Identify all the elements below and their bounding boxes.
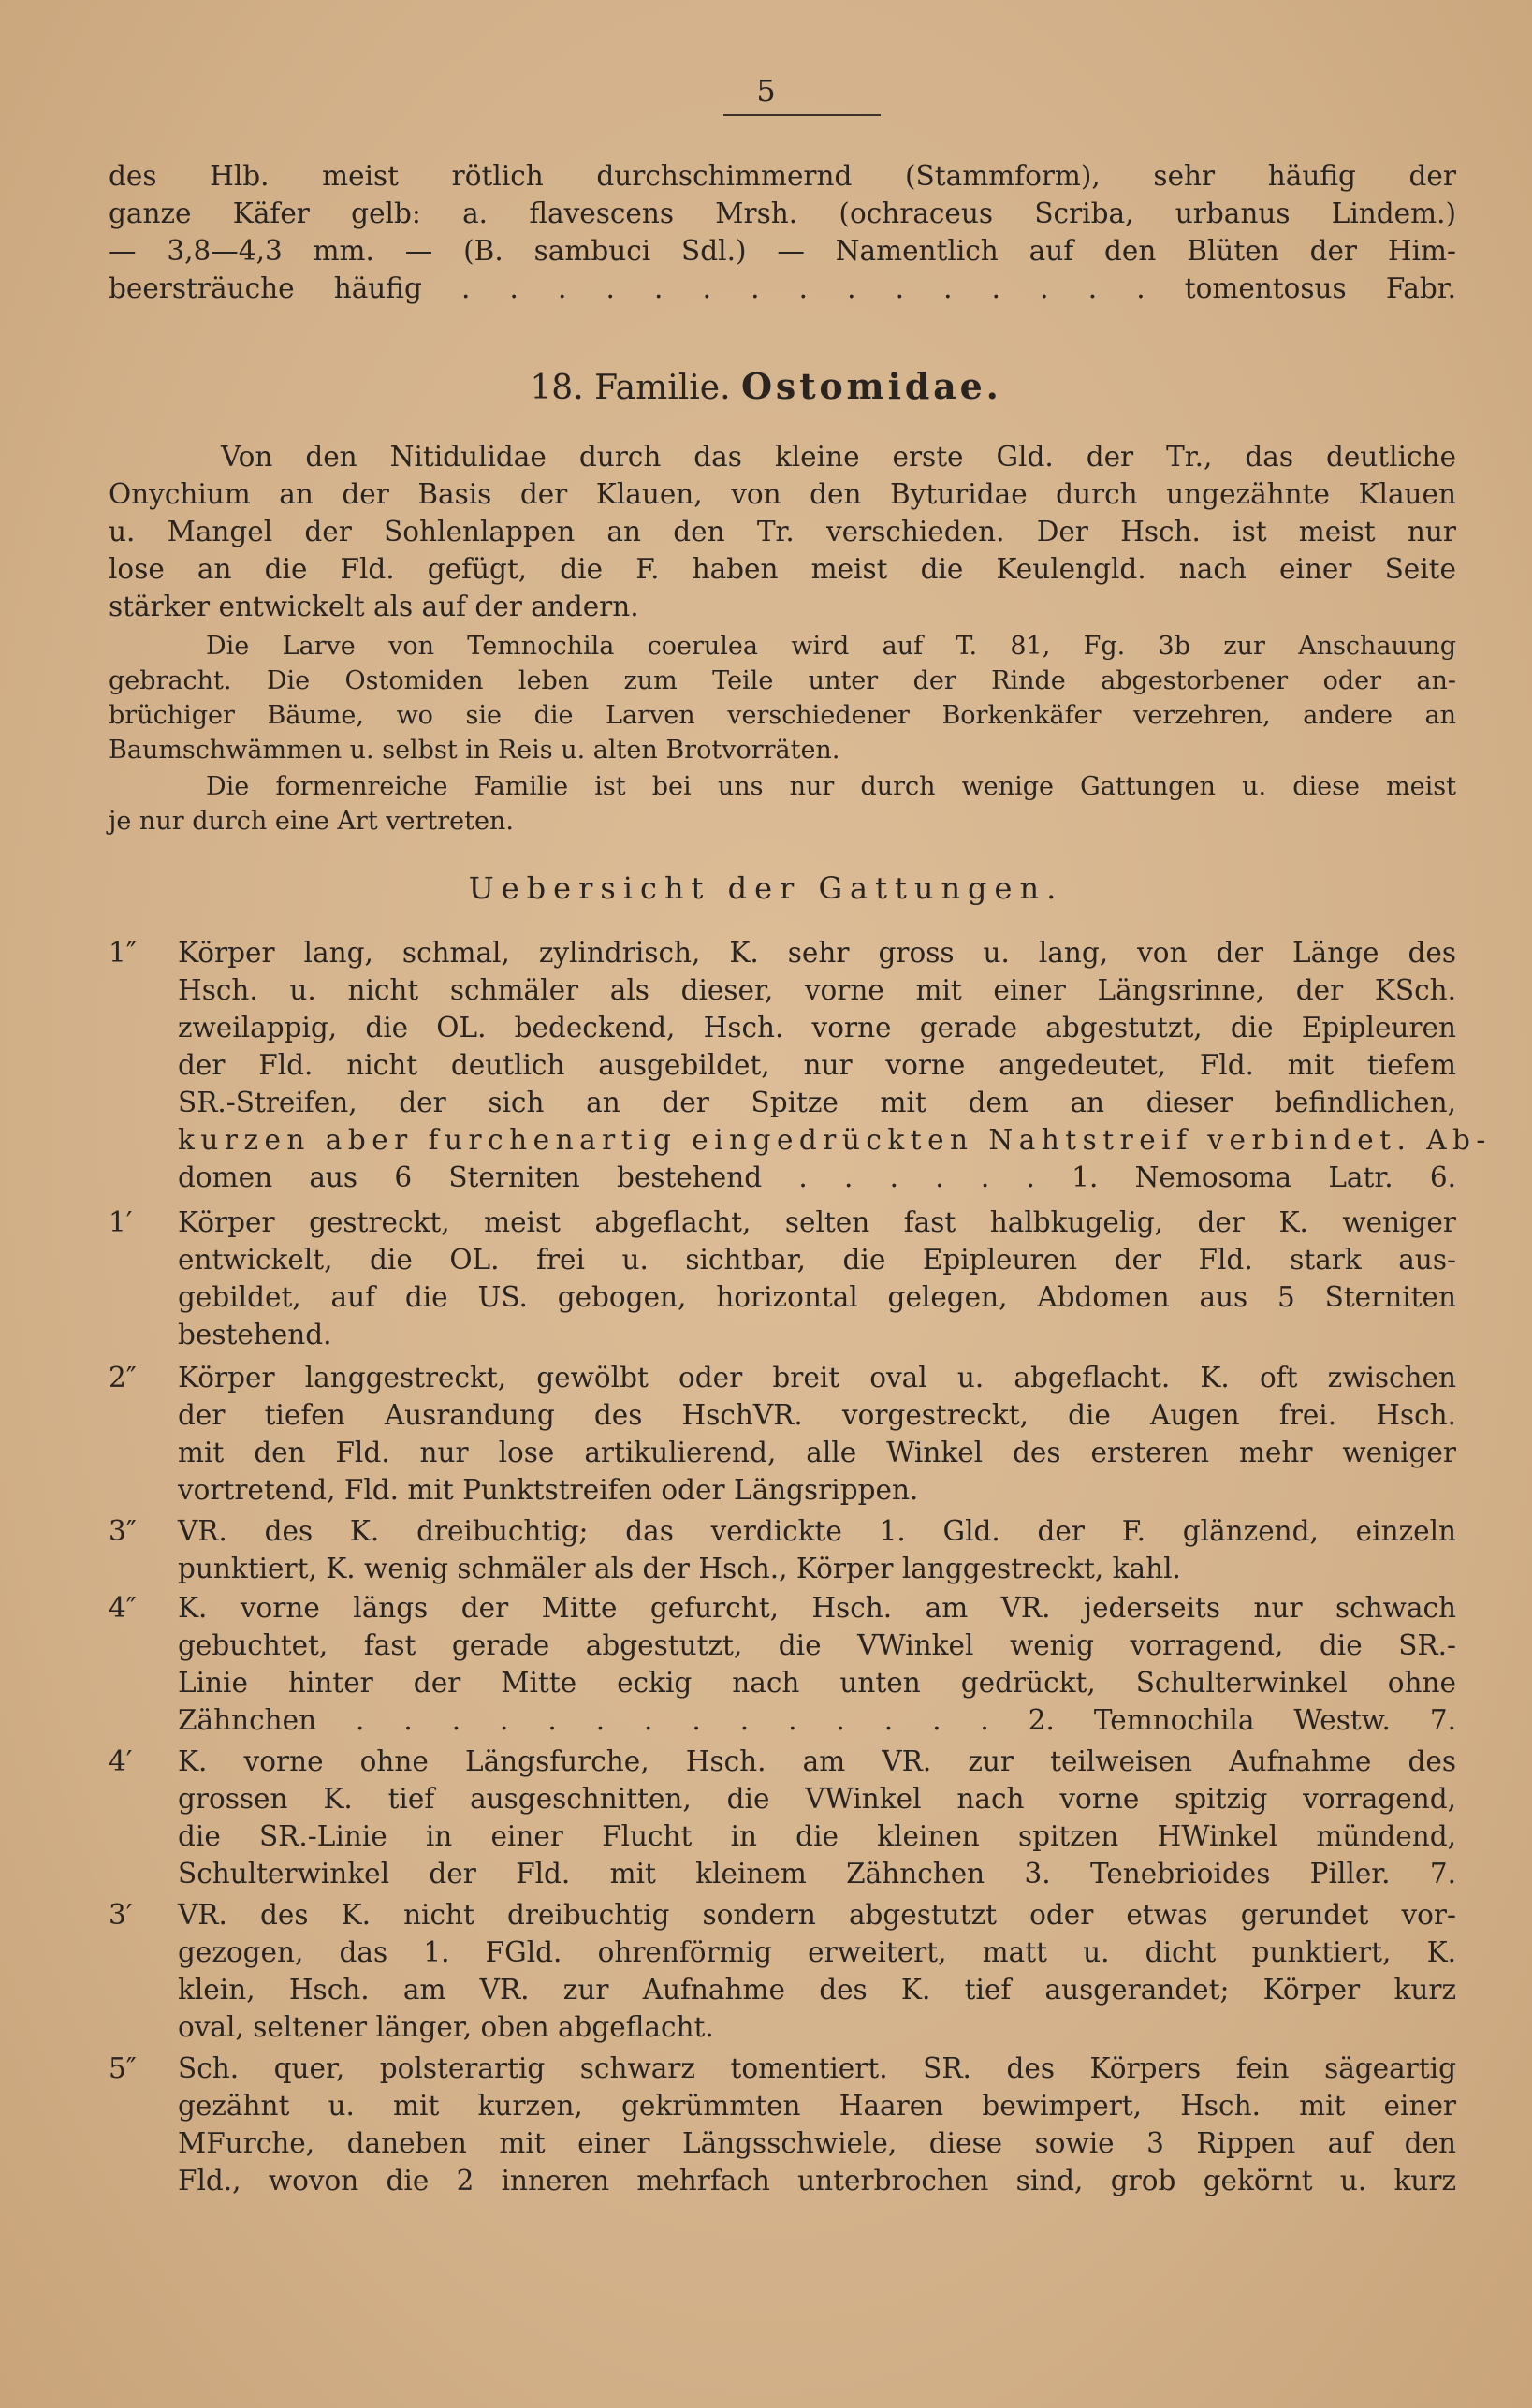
text-line: — 3,8—4,3 mm. — (B. sambuci Sdl.) — Namentlich auf den Blüten der Him- (109, 235, 1456, 267)
family-heading (0, 365, 1532, 407)
text-line: ganze Käfer gelb: a. flavescens Mrsh. (ochraceus Scriba, urbanus Lindem.) (109, 197, 1456, 229)
text-line: grossen K. tief ausgeschnitten, die VWinkel nach vorne spitzig vorragend, (178, 1783, 1456, 1815)
entry-number: 2″ (109, 1362, 137, 1394)
text-line: Zähnchen . . . . . . . . . . . . . . 2. Temnochila Westw. 7. (178, 1704, 1456, 1736)
text-line: brüchiger Bäume, wo sie die Larven verschiedener Borkenkäfer verzehren, andere an (109, 701, 1456, 730)
text-line: gebildet, auf die US. gebogen, horizontal gelegen, Abdomen aus 5 Sterniten (178, 1281, 1456, 1313)
text-line: Schulterwinkel der Fld. mit kleinem Zähnchen 3. Tenebrioides Piller. 7. (178, 1858, 1456, 1890)
text-line: beersträuche häufig . . . . . . . . . . . . . . . tomentosus Fabr. (109, 272, 1456, 304)
text-line: Baumschwämmen u. selbst in Reis u. alten Brotvorräten. (109, 736, 840, 765)
entry-number: 4′ (109, 1745, 133, 1777)
key-entry (109, 2050, 1456, 2199)
text-line: domen aus 6 Sterniten bestehend . . . . . . 1. Nemosoma Latr. 6. (178, 1161, 1456, 1193)
text-line: Fld., wovon die 2 inneren mehrfach unterbrochen sind, grob gekörnt u. kurz (178, 2165, 1456, 2196)
entry-number: 3′ (109, 1899, 133, 1931)
text-line: K. vorne längs der Mitte gefurcht, Hsch. am VR. jederseits nur schwach (178, 1592, 1456, 1624)
family-description (109, 438, 1456, 625)
text-line: Die formenreiche Familie ist bei uns nur durch wenige Gattungen u. diese meist (206, 772, 1456, 801)
text-line: Körper gestreckt, meist abgeflacht, selten fast halbkugelig, der K. weniger (178, 1206, 1456, 1238)
text-line: u. Mangel der Sohlenlappen an den Tr. verschieden. Der Hsch. ist meist nur (109, 516, 1456, 547)
entry-number: 1′ (109, 1206, 133, 1238)
key-entry (109, 1896, 1456, 2046)
larva-paragraph (109, 629, 1456, 767)
header-rule (723, 114, 881, 116)
text-line: Sch. quer, polsterartig schwarz tomentiert. SR. des Körpers fein sägeartig (178, 2052, 1456, 2084)
text-line: gebuchtet, fast gerade abgestutzt, die VWinkel wenig vorragend, die SR.- (178, 1629, 1456, 1661)
text-line: der tiefen Ausrandung des HschVR. vorgestreckt, die Augen frei. Hsch. (178, 1399, 1456, 1431)
text-line: Körper lang, schmal, zylindrisch, K. sehr gross u. lang, von der Länge des (178, 937, 1456, 969)
text-line: der Fld. nicht deutlich ausgebildet, nur vorne angedeutet, Fld. mit tiefem (178, 1049, 1456, 1081)
text-line: vortretend, Fld. mit Punktstreifen oder Längsrippen. (178, 1474, 919, 1506)
text-line: Onychium an der Basis der Klauen, von den Byturidae durch ungezähnte Klauen (109, 478, 1456, 510)
page-number: 5 (756, 73, 776, 109)
text-line: gebracht. Die Ostomiden leben zum Teile unter der Rinde abgestorbener oder an- (109, 666, 1456, 695)
text-line: gezogen, das 1. FGld. ohrenförmig erweitert, matt u. dicht punktiert, K. (178, 1936, 1456, 1968)
entry-number: 1″ (109, 937, 137, 969)
text-line: des Hlb. meist rötlich durchschimmernd (Stammform), sehr häufig der (109, 160, 1456, 192)
text-line: lose an die Fld. gefügt, die F. haben meist die Keulengld. nach einer Seite (109, 553, 1456, 585)
text-line: punktiert, K. wenig schmäler als der Hsch., Körper langgestreckt, kahl. (178, 1553, 1181, 1584)
text-line: oval, seltener länger, oben abgeflacht. (178, 2011, 714, 2043)
key-entry (109, 934, 1492, 1196)
text-line: Linie hinter der Mitte eckig nach unten gedrückt, Schulterwinkel ohne (178, 1667, 1456, 1699)
text-line: VR. des K. nicht dreibuchtig sondern abgestutzt oder etwas gerundet vor- (178, 1899, 1456, 1931)
key-entry (109, 1359, 1456, 1509)
text-line: je nur durch eine Art vertreten. (109, 807, 514, 836)
text-line: Die Larve von Temnochila coerulea wird auf T. 81, Fg. 3b zur Anschauung (206, 632, 1456, 661)
key-entry (109, 1743, 1456, 1892)
text-line: kurzen aber furchenartig eingedrückten Nahtstreif verbindet. Ab- (178, 1124, 1492, 1156)
family-heading-prefix: 18. Familie. (530, 369, 731, 407)
intro-paragraph (109, 157, 1456, 307)
entry-number: 3″ (109, 1515, 137, 1547)
text-line: Hsch. u. nicht schmäler als dieser, vorne mit einer Längsrinne, der KSch. (178, 974, 1456, 1006)
overview-heading: Uebersicht der Gattungen. (468, 870, 1064, 906)
family-note (109, 769, 1456, 839)
text-line: mit den Fld. nur lose artikulierend, alle Winkel des ersteren mehr weniger (178, 1437, 1456, 1468)
text-line: MFurche, daneben mit einer Längsschwiele, diese sowie 3 Rippen auf den (178, 2127, 1456, 2159)
key-entry (109, 1204, 1456, 1353)
entry-number: 5″ (109, 2052, 137, 2084)
text-line: Körper langgestreckt, gewölbt oder breit oval u. abgeflacht. K. oft zwischen (178, 1362, 1456, 1394)
key-entry (109, 1589, 1456, 1739)
text-line: entwickelt, die OL. frei u. sichtbar, die Epipleuren der Fld. stark aus- (178, 1244, 1456, 1276)
text-line: klein, Hsch. am VR. zur Aufnahme des K. tief ausgerandet; Körper kurz (178, 1974, 1456, 2006)
text-line: gezähnt u. mit kurzen, gekrümmten Haaren bewimpert, Hsch. mit einer (178, 2090, 1456, 2122)
text-line: Von den Nitidulidae durch das kleine erste Gld. der Tr., das deutliche (221, 441, 1456, 473)
text-line: die SR.-Linie in einer Flucht in die kleinen spitzen HWinkel mündend, (178, 1820, 1456, 1852)
text-line: SR.-Streifen, der sich an der Spitze mit dem an dieser befindlichen, (178, 1087, 1456, 1118)
key-entry (109, 1512, 1456, 1587)
text-line: VR. des K. dreibuchtig; das verdickte 1. Gld. der F. glänzend, einzeln (178, 1515, 1456, 1547)
text-line: K. vorne ohne Längsfurche, Hsch. am VR. zur teilweisen Aufnahme des (178, 1745, 1456, 1777)
text-line: bestehend. (178, 1319, 332, 1350)
text-line: zweilappig, die OL. bedeckend, Hsch. vorne gerade abgestutzt, die Epipleuren (178, 1012, 1456, 1043)
entry-number: 4″ (109, 1592, 137, 1624)
family-heading-name: Ostomidae. (740, 365, 1002, 407)
text-line: stärker entwickelt als auf der andern. (109, 591, 639, 622)
